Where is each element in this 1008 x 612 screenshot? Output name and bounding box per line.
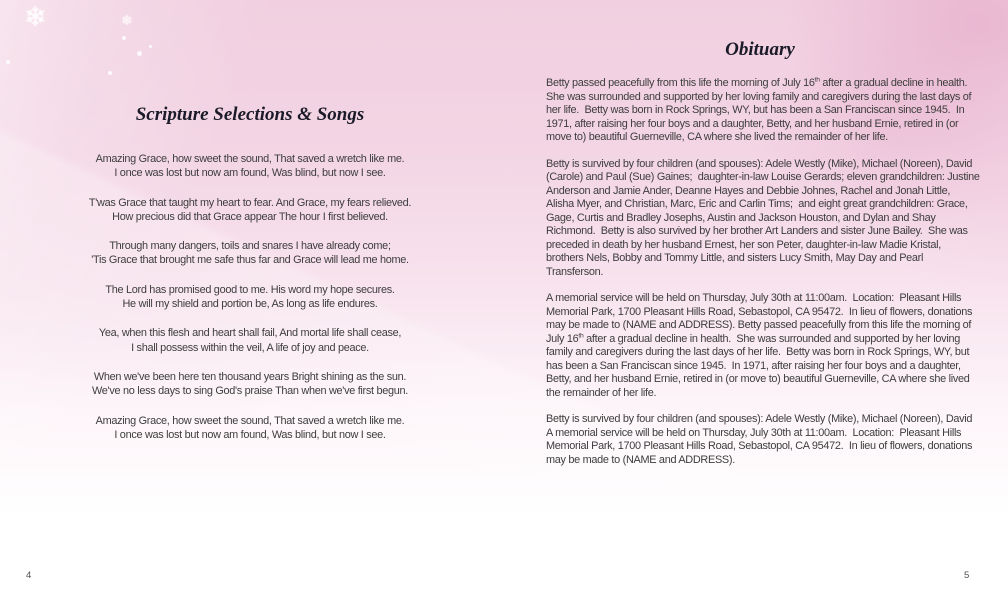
lyrics-line: We've no less days to sing God's praise Than when we've first begun. — [92, 385, 408, 398]
obituary-text-segment: after a gradual decline in health. She was surrounded and supported by her loving family and caregivers during the last days of her life. Betty was born in Rock Springs, WY, but has been a San Franciscan since 1945. In 1971, after raising her four boys and a daughter, Betty, and her husband Ernie, retired in (or move to) beautiful Guerneville, CA where she lived the remainder of her life. — [546, 332, 973, 399]
obituary-paragraph: Betty is survived by four children (and spouses): Adele Westly (Mike), Michael (Noreen), David (Carole) and Paul (Sue) Gaines; daughter-in-law Louise Gerards; eleven grandchildren: Justine Anderson and Jamie Ander, Deanne Hayes and Debbie Johnes, Rachel and Jonah Little, Alisha Myer, and Christian, Marc, Eric and Carlin Tims; and eight great grandchildren: Grace, Gage, Curtis and Bradley Josephs, Austin and Jackson Houston, and Dylan and Shay Richmond. Betty is also survived by her brother Art Landers and sister June Bailey. She was preceded in death by her husband Ernest, her son Peter, daughter-in-law Madie Kristal, brothers Nels, Bobby and Tommy Little, and sisters Lucy Smith, May Day and Pearl Transferson. — [546, 157, 982, 278]
page-number-left: 4 — [26, 570, 32, 581]
obituary-page — [504, 0, 1008, 612]
obituary-page-title: Obituary — [725, 39, 795, 60]
lyrics-line: I once was lost but now am found, Was blind, but now I see. — [114, 167, 386, 180]
lyrics-line: Through many dangers, toils and snares I have already come; — [109, 240, 391, 253]
obituary-text-segment: A memorial service will be held on Thursday, July 30th at 11:00am. Location: Pleasant Hills Memorial Park, 1700 Pleasant Hills Road, Sebastopol, CA 95472. In lieu of flowers, donations may be made to (NAME and ADDRESS). — [546, 426, 975, 466]
scripture-page-title: Scripture Selections & Songs — [135, 104, 365, 125]
lyrics-stanza — [30, 196, 470, 225]
song-lyrics — [30, 152, 470, 457]
flower-icon: ❄ — [121, 12, 133, 28]
lyrics-line: T'was Grace that taught my heart to fear. And Grace, my fears relieved. — [88, 196, 412, 209]
obituary-text-segment: A memorial service will be held on Thursday, July 30th at 11:00am. Location: Pleasant Hills Memorial Park, 1700 Pleasant Hills Road, Sebastopol, CA 95472. In lieu of flowers, donations may be made to (NAME and ADDRESS). Betty passed peacefully from this life the morning of July 16 — [546, 292, 975, 345]
lyrics-stanza — [30, 370, 470, 399]
lyrics-line: The Lord has promised good to me. His word my hope secures. — [105, 283, 395, 296]
lyrics-stanza — [30, 414, 470, 443]
flower-icon: ❄ — [24, 2, 47, 32]
lyrics-line: When we've been here ten thousand years Bright shining as the sun. — [93, 370, 407, 383]
obituary-paragraph — [546, 77, 980, 145]
lyrics-stanza — [30, 239, 470, 268]
lyrics-stanza — [30, 152, 470, 181]
obituary-text-segment: Betty is survived by four children (and spouses): Adele Westly (Mike), Michael (Noreen), David — [546, 413, 973, 425]
lyrics-line: How precious did that Grace appear The hour I first believed. — [112, 210, 388, 223]
ordinal-superscript: th — [578, 331, 584, 339]
lyrics-line: I shall possess within the veil, A life of joy and peace. — [131, 341, 369, 354]
obituary-paragraph — [546, 292, 980, 400]
obituary-text-segment: Betty passed peacefully from this life the morning of July 16 — [546, 77, 815, 89]
obituary-paragraph — [546, 413, 980, 467]
lyrics-stanza — [30, 326, 470, 355]
page-number-right: 5 — [964, 570, 970, 581]
ordinal-superscript: th — [814, 76, 820, 84]
lyrics-line: Amazing Grace, how sweet the sound, That saved a wretch like me. — [95, 153, 405, 165]
lyrics-stanza — [30, 283, 470, 312]
lyrics-line: Yea, when this flesh and heart shall fail, And mortal life shall cease, — [98, 327, 402, 340]
lyrics-line: He will my shield and portion be, As long as life endures. — [122, 298, 378, 311]
lyrics-line: 'Tis Grace that brought me safe thus far and Grace will lead me home. — [91, 254, 409, 267]
lyrics-line: I once was lost but now am found, Was blind, but now I see. — [114, 428, 386, 441]
obituary-text — [546, 77, 980, 480]
obituary-text-segment: after a gradual decline in health. She was surrounded and supported by her loving family and caregivers during the last days of her life. Betty was born in Rock Springs, WY, but has been a San Franciscan since 1945. In 1971, after raising her four boys and a daughter, Betty, and her husband Ernie, retired in (or move to) beautiful Guerneville, CA where she lived the remainder of her life. — [546, 77, 974, 143]
lyrics-line: Amazing Grace, how sweet the sound, That saved a wretch like me. — [95, 414, 405, 427]
